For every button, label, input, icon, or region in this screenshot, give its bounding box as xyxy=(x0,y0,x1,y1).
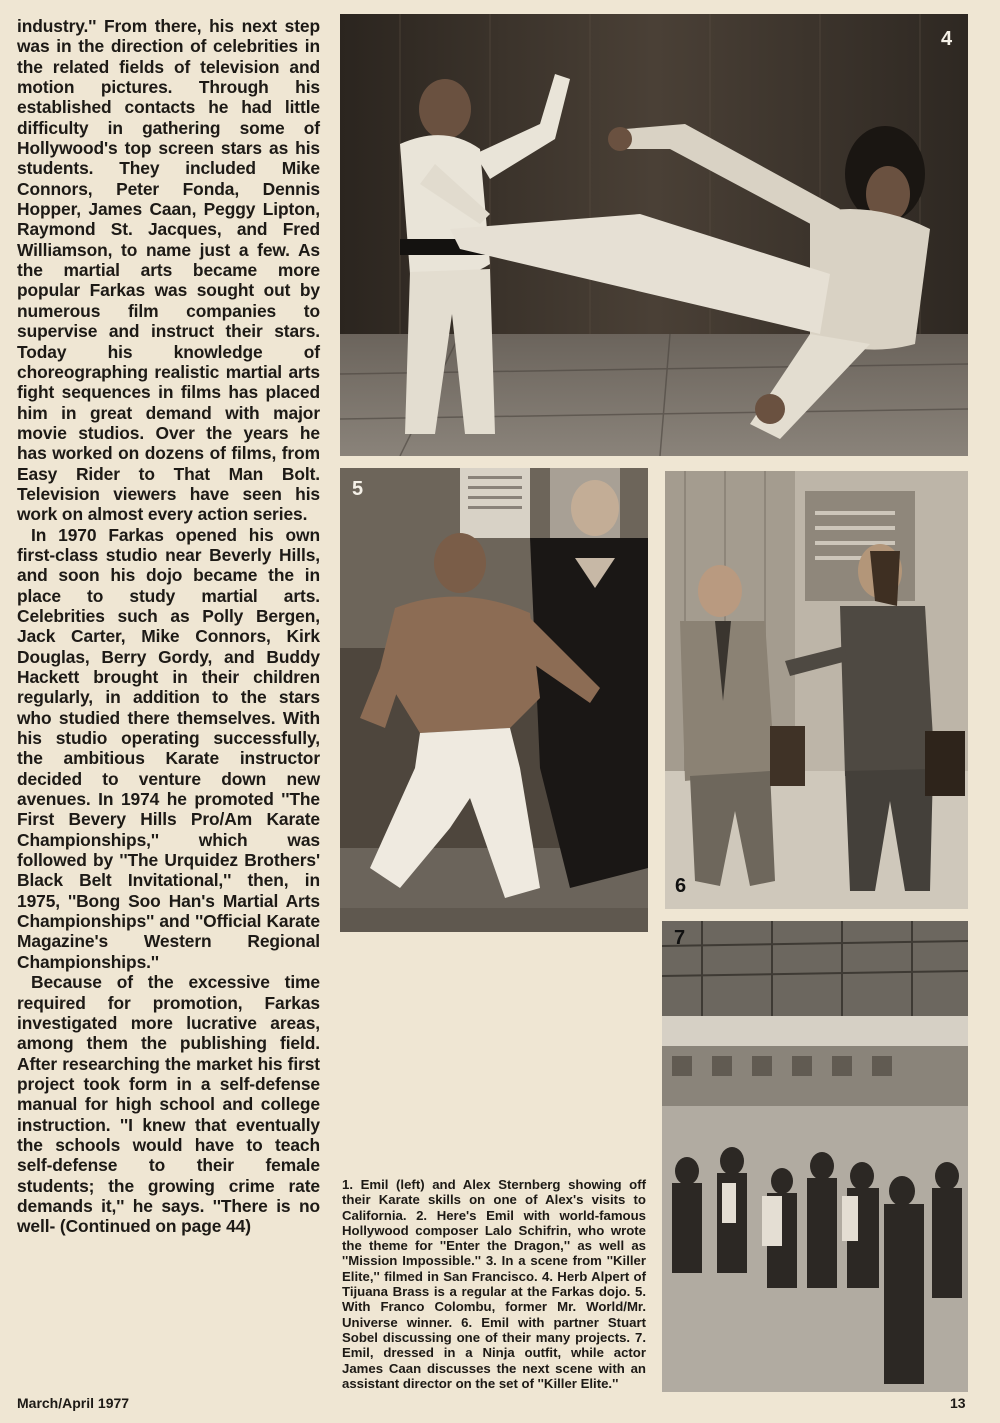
photo-4-number: 4 xyxy=(941,28,953,50)
continued-note: (Continued on page 44) xyxy=(59,1216,251,1237)
photo-6-number: 6 xyxy=(675,875,687,897)
article-paragraph-2: In 1970 Farkas opened his own first-class studio near Beverly Hills, and soon his dojo became the in place to study martial arts. Celebrities such as Polly Bergen, Jack Carter, Mike Connors, Kirk Douglas, Berry Gordy, and Buddy Hackett brought in their children regularly, in addition to the stars who studied there themselves. With his studio operating successfully, the ambitious Karate instructor decided to venture down new avenues. In 1974 he promoted ''The First Bevery Hills Pro/Am Karate Championships,'' which was followed by ''The Urquidez Brothers' Black Belt Invitational,'' then, in 1975, ''Bong Soo Han's Martial Arts Championships'' and ''Official Karate Magazine's Western Regional Championships.'' xyxy=(17,524,320,972)
paragraph-3-text: Because of the excessive time required for promotion, Farkas investigated more lucrative areas, among them the publishing field. After researching the market his first project took form in a self-defense manual for high school and college instruction. ''I knew that eventually the schools would have to teach self-defense to their female students; the growing crime rate demands it,'' he says. ''There is no well- xyxy=(17,972,320,1237)
photo-killer-elite-set xyxy=(662,921,968,1392)
photo-6-illustration xyxy=(665,471,968,909)
photo-emil-and-stuart-sobel xyxy=(665,471,968,909)
paragraph-1-text-b: Television viewers have seen his work on almost every action series. xyxy=(17,483,320,525)
page-number: 13 xyxy=(950,1395,966,1411)
film-title-easy-rider: Easy Rider xyxy=(17,463,120,484)
paragraph-1-connector: to xyxy=(119,463,174,484)
photo-5-illustration xyxy=(340,468,648,932)
issue-date: March/April 1977 xyxy=(17,1395,130,1411)
photo-7-number: 7 xyxy=(674,927,686,949)
paragraph-1-text-a: industry.'' From there, his next step was in the direction of celebrities in the related fields of television and motion pictures. Through his established contacts he had little difficulty in gathering some of Hollywood's top screen stars as his students. They included Mike Connors, Peter Fonda, Dennis Hopper, James Caan, Peggy Lipton, Raymond St. Jacques, and Fred Williamson, to name just a few. As the martial arts became more popular Farkas was sought out by numerous film companies to supervise and instruct their stars. Today his knowledge of choreographing realistic martial arts fight sequences in films has placed him in great demand with major movie studios. Over the years he has worked on dozens of films, from xyxy=(17,16,320,464)
article-paragraph-1 xyxy=(17,16,320,525)
article-column xyxy=(17,16,320,1237)
article-paragraph-3 xyxy=(17,972,320,1236)
photo-4-illustration xyxy=(340,14,968,456)
photo-7-illustration xyxy=(662,921,968,1392)
photo-captions: 1. Emil (left) and Alex Sternberg showing off their Karate skills on one of Alex's visits to California. 2. Here's Emil with world-famous Hollywood composer Lalo Schifrin, who wrote the theme for ''Enter the Dragon,'' as well as ''Mission Impossible.'' 3. In a scene from ''Killer Elite,'' filmed in San Francisco. 4. Herb Alpert of Tijuana Brass is a regular at the Farkas dojo. 5. With Franco Colombu, former Mr. World/Mr. Universe winner. 6. Emil with partner Stuart Sobel discussing one of their many projects. 7. Emil, dressed in a Ninja outfit, while actor James Caan discusses the next scene with an assistant director on the set of ''Killer Elite.'' xyxy=(342,1177,646,1391)
film-title-that-man-bolt: That Man Bolt. xyxy=(173,463,320,484)
photo-5-number: 5 xyxy=(352,478,364,500)
photo-karate-kick xyxy=(340,14,968,456)
photo-franco-colombu xyxy=(340,468,648,932)
